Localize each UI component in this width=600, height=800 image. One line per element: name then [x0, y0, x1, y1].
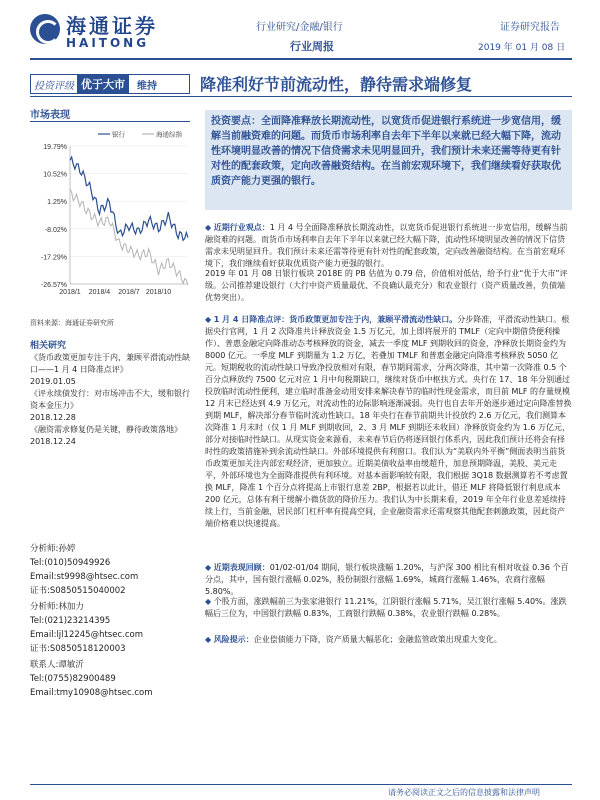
analyst-name: 分析师:孙婷 — [30, 544, 76, 554]
y-tick-label: 19.79% — [43, 144, 67, 151]
bullet-valuation: 2019 年 01 月 08 日银行板块 2018E 的 PB 估值为 0.79 倍，价值相对低估，给予行业“优于大市”评级。公司推荐建设银行（大行中资产质量最优、不良确认最充分）和农业银行（资产质量改善，负债端优势突出）。 — [205, 269, 568, 302]
analyst-email[interactable]: Email:st9998@htsec.com — [30, 572, 139, 582]
analyst-cert: 证书:S0850515040002 — [30, 586, 126, 596]
legend-label: 银行 — [112, 130, 125, 139]
footer-disclaimer: 请务必阅读正文之后的信息披露和法律声明 — [388, 788, 540, 797]
market-performance-chart — [28, 124, 196, 306]
bullet-industry-view: ◆ 近期行业观点：1 月 4 号全面降准释放长期流动性，以宽货币促进银行系统进一步宽信用，缓解当前融资难的问题。而货币市场利率自去年下半年以来就已经大幅下降，流动性环境明显改善的情况下信贷需求未见明显回升。我们预计未来还需等待更有针对性的配套政策，定向改善融资结构。在当前宏观环境下，我们继续看好获取优质资产能力更强的银行。 — [205, 223, 568, 268]
analyst-block — [30, 542, 195, 598]
x-tick-label: 2018/10 — [145, 289, 172, 296]
analyst-block — [30, 658, 195, 700]
legend-label: 海通综指 — [156, 130, 182, 139]
chart-source: 资料来源：海通证券研究所 — [30, 319, 114, 327]
related-item[interactable]: 《货币政策更加专注于内，兼顾平滑流动性缺口——1 月 4 日降准点评》 — [30, 353, 190, 374]
logo-icon — [30, 14, 60, 44]
y-tick-label: 1.25% — [47, 199, 67, 207]
bullet-icon: ◆ — [205, 597, 214, 606]
bullet-icon: ◆ — [205, 223, 214, 232]
rating-label: 投资评级 — [34, 80, 74, 92]
bullet-icon: ◆ — [205, 635, 214, 644]
y-tick-label: -17.29% — [40, 254, 67, 262]
report-category: 行业研究/金融/银行 — [256, 22, 343, 33]
analyst-tel: Tel:(010)50949926 — [30, 558, 111, 568]
y-tick-label: -8.02% — [44, 226, 67, 234]
series-line-bank — [70, 157, 188, 240]
report-type: 证券研究报告 — [500, 22, 560, 33]
analyst-cert: 证书:S0850518120003 — [30, 644, 126, 654]
related-item-date: 2018.12.24 — [30, 437, 76, 446]
related-item-date: 2018.12.28 — [30, 413, 76, 422]
analyst-block — [30, 600, 195, 656]
analyst-email[interactable]: Email:tmy10908@htsec.com — [30, 688, 153, 698]
related-item[interactable]: 《融资需求修复仍是关键，静待政策落地》 — [30, 425, 182, 434]
logo-text-cn: 海通证券 — [66, 14, 158, 38]
footer-divider — [30, 784, 572, 785]
bullet-rrr-cut: ◆ 1 月 4 日降准点评：货币政策更加专注于内，兼顾平滑流动性缺口。分步降准，平滑流动性缺口。根据央行官网，1 月 2 次降准共计释放资金 1.5 万亿元，加上即将展开的 TMLF（定向中期借贷便利操作）、普惠金融定向降准动态考核释放的资金，减去一季度 MLF 到期收回的资金，净释放长期资金约为 8000 亿元。一季度 MLF 到期量为 1.2 万亿，若叠加 TMLF 和普惠金融定向降准考核释放 5050 亿元。短期税收的流动性缺口导致净投放相对有限，春节期间需求，分两次降准，其中第一次降准 0.5 个百分点释放约 7500 亿元对应 1 月中旬税期缺口，继续对货币中枢扶方式。央行在 17、18 年分别通过投放临时流动性便利，建立临时准备金动用安排来解决春节的临时性现金需求，而目前 MLF 的存量规模 12 月末已经达到 4.9 万亿元，对流动性的边际影响逐渐减弱。央行也自去年开始逐步通过定向降准替换到期 MLF，解决部分春节临时流动性缺口。18 年央行在春节前期共计投放约 2.6 万亿元，我们测算本次降准 1 月末时（仅 1 月 MLF 到期收回，2、3 月 MLF 到期还未收回）净释放资金约为 1.6 万亿元，部分对接临时性缺口。从现实资金来源看，未来春节后仍将逐回银行体系内，因此我们预计还将会有择时性的政策措施补到余流动性缺口。外部环境提供有利窗口。我们认为“美联内外平衡”侧面表明当前货币政策更加关注内部宏观经济，更加独立。近期美债收益率由缓超升，加息预期降温，美股、美元走平，外部环境也为全面降准提供有利环境。对基本面影响较有限，我们根据 3Q18 数据测算若不考虑置换 MLF，降准 1 个百分点将提高上市银行息差 2BP，根据若以此计，借还 MLF 将降低银行利息成本 200 亿元，总体有利于缓解小微货款的降价压力。我们认为中长期来看，2019 年全年行业息差延续持续上行，当前金融，居民部门杠杆率有提高空间，企业融资需求还需观察其他配套刺激政策，因此资产端价格难以快速提高。 — [205, 315, 572, 528]
report-section-title: 行业周报 — [290, 40, 334, 53]
market-heading: 市场表现 — [30, 110, 70, 121]
x-tick-label: 2018/7 — [118, 289, 140, 296]
rating-change: 维持 — [137, 80, 157, 92]
investment-summary: 投资要点：全面降准释放长期流动性，以宽货币促进银行系统进一步宽信用，缓解当前融资难的问题。而货币市场利率自去年下半年以来就已经大幅下降，流动性环境明显改善的情况下信贷需求未见明显回升，我们预计未来还需等待更有针对性的配套政策，定向改善融资结构。在当前宏观环境下，我们继续看好获取优质资产能力更强的银行。 — [205, 110, 572, 210]
related-item-date: 2019.01.05 — [30, 377, 76, 386]
series-line-index — [70, 189, 188, 285]
bullet-recent-performance: ◆ 近期表现回顾：01/02-01/04 期间，银行板块涨幅 1.20%，与沪深 300 相比有相对收益 0.36 个百分点，其中，国有银行涨幅 0.02%，股份制银行涨幅 1.69%，城商行涨幅 1.46%，农商行涨幅 5.80%。 — [205, 563, 569, 596]
related-item[interactable]: 《评永续债发行：对市场冲击不大，缓和银行资本金压力》 — [30, 389, 190, 410]
logo-text-en: HAITONG — [66, 36, 150, 50]
related-heading: 相关研究 — [30, 341, 67, 351]
header-divider — [30, 58, 572, 60]
y-tick-label: -26.57% — [40, 282, 67, 289]
page-title: 降准利好节前流动性，静待需求端修复 — [200, 75, 473, 94]
x-tick-label: 2018/1 — [59, 289, 81, 296]
analyst-tel: Tel:(021)23214395 — [30, 616, 111, 626]
analyst-name: 联系人:谭敏沂 — [30, 660, 84, 670]
rating-value: 优于大市 — [77, 75, 129, 93]
title-divider — [30, 96, 572, 97]
analyst-email[interactable]: Email:ljl12245@htsec.com — [30, 630, 143, 640]
x-tick-label: 2018/4 — [88, 289, 111, 296]
analyst-tel: Tel:(0755)82900489 — [30, 674, 116, 684]
report-date: 2019 年 01 月 08 日 — [478, 43, 566, 53]
bullet-risk: ◆ 风险提示：企业偿债能力下降，资产质量大幅恶化；金融监管政策出现重大变化。 — [205, 635, 502, 644]
market-heading-divider — [30, 121, 190, 122]
analyst-name: 分析师:林加力 — [30, 602, 84, 612]
bullet-stocks: ◆ 个股方面，涨跌幅前三为张家港银行 11.21%，江阴银行涨幅 5.71%，吴江银行涨幅 5.40%。涨跌幅后三位为，中国银行跌幅 0.83%，工商银行跌幅 0.38%，农业银行跌幅 0.28%。 — [205, 597, 567, 618]
rating-bar — [30, 74, 190, 94]
bullet-icon: ◆ — [205, 563, 214, 572]
related-list — [30, 352, 195, 448]
y-tick-label: 10.52% — [43, 171, 67, 179]
bullet-icon: ◆ — [205, 315, 214, 324]
